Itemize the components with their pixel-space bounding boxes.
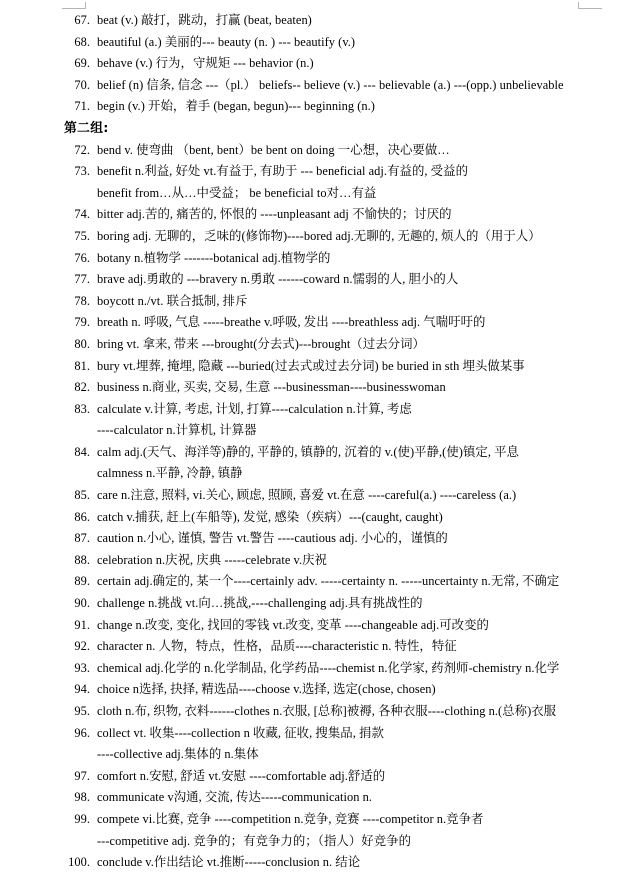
entry-text: ----collective adj.集体的 n.集体 <box>97 747 259 762</box>
entry-number: 76. <box>74 250 90 265</box>
entry-number: 85. <box>74 488 90 503</box>
vocabulary-entry <box>0 399 641 421</box>
vocabulary-entry <box>0 53 641 75</box>
entry-text: choice n选择, 抉择, 精选品----choose v.选择, 选定(chose, chosen) <box>97 682 436 697</box>
vocabulary-continuation-line <box>0 420 641 442</box>
entry-text: bitter adj.苦的, 痛苦的, 怀恨的 ----unpleasant adj 不愉快的；讨厌的 <box>97 207 452 222</box>
entry-number: 75. <box>74 228 90 243</box>
entry-text: boring adj. 无聊的，乏味的(修饰物)----bored adj.无聊的, 无趣的, 烦人的（用于人） <box>97 228 541 243</box>
vocabulary-entry <box>0 636 641 658</box>
vocabulary-entry <box>0 442 641 464</box>
entry-number: 83. <box>74 401 90 416</box>
vocabulary-entry <box>0 226 641 248</box>
vocabulary-entry <box>0 269 641 291</box>
entry-number: 77. <box>74 272 90 287</box>
entry-number: 86. <box>74 509 90 524</box>
entry-number: 84. <box>74 444 90 459</box>
entry-text: celebration n.庆祝, 庆典 -----celebrate v.庆祝 <box>97 552 327 567</box>
entry-text: beat (v.) 敲打，跳动，打赢 (beat, beaten) <box>97 13 312 27</box>
entry-number: 97. <box>74 768 90 783</box>
entry-text: beautiful (a.) 美丽的--- beauty (n. ) --- beautify (v.) <box>97 34 356 49</box>
vocabulary-continuation-line <box>0 831 641 853</box>
entry-text: calmness n.平静, 冷静, 镇静 <box>97 466 243 481</box>
vocabulary-entry <box>0 485 641 507</box>
entry-text: ----calculator n.计算机, 计算器 <box>97 423 257 438</box>
entry-text: bring vt. 拿来, 带来 ---brought(分去式)---brought（过去分词） <box>97 336 425 351</box>
entry-number: 71. <box>74 99 90 114</box>
entry-text: calm adj.(天气、海洋等)静的, 平静的, 镇静的, 沉着的 v.(使)平静,(使)镇定, 平息 <box>97 444 519 459</box>
entry-number: 81. <box>74 358 90 373</box>
entry-number: 80. <box>74 336 90 351</box>
entry-text: collect vt. 收集----collection n 收藏, 征收, 搜集品, 捐款 <box>97 725 384 740</box>
entry-number: 87. <box>74 531 90 546</box>
entry-text: care n.注意, 照料, vi.关心, 顾虑, 照顾, 喜爱 vt.在意 ----careful(a.) ----careless (a.) <box>97 488 517 503</box>
vocabulary-entry <box>0 787 641 809</box>
entry-text: cloth n.布, 织物, 衣料------clothes n.衣服, [总称]被褥, 各种衣服----clothing n.(总称)衣服 <box>97 704 557 718</box>
vocabulary-entry <box>0 204 641 226</box>
vocabulary-entry <box>0 679 641 701</box>
vocabulary-entry <box>0 377 641 399</box>
vocabulary-entry <box>0 701 641 723</box>
vocabulary-entry <box>0 32 641 54</box>
entry-number: 100. <box>68 855 90 870</box>
entry-text: communicate v沟通, 交流, 传达-----communication n. <box>97 790 373 805</box>
entry-text: conclude v.作出结论 vt.推断-----conclusion n. 结论 <box>97 855 361 870</box>
vocabulary-entry <box>0 291 641 313</box>
entry-text: caution n.小心, 谨慎, 警告 vt.警告 ----cautious adj. 小心的，谨慎的 <box>97 531 448 546</box>
vocabulary-continuation-line <box>0 463 641 485</box>
entry-text: breath n. 呼吸, 气息 -----breathe v.呼吸, 发出 ----breathless adj. 气喘吁吁的 <box>97 315 486 330</box>
entry-number: 98. <box>74 790 90 805</box>
vocabulary-entry <box>0 528 641 550</box>
entry-text: bend v. 使弯曲 （bent, bent）be bent on doing 一心想，决心要做… <box>97 142 450 157</box>
entry-number: 78. <box>74 293 90 308</box>
vocabulary-list <box>0 10 641 874</box>
entry-text: change n.改变, 变化, 找回的零钱 vt.改变, 变革 ----changeable adj.可改变的 <box>97 617 489 632</box>
entry-text: challenge n.挑战 vt.向…挑战,----challenging adj.具有挑战性的 <box>97 596 423 611</box>
entry-text: business n.商业, 买卖, 交易, 生意 ---businessman----businesswoman <box>97 380 446 395</box>
entry-text: brave adj.勇敢的 ---bravery n.勇敢 ------coward n.懦弱的人, 胆小的人 <box>97 272 459 287</box>
entry-number: 91. <box>74 617 90 632</box>
vocabulary-entry <box>0 248 641 270</box>
entry-number: 96. <box>74 725 90 740</box>
entry-text: chemical adj.化学的 n.化学制品, 化学药品----chemist n.化学家, 药剂师-chemistry n.化学 <box>97 660 560 675</box>
entry-number: 67. <box>74 13 90 27</box>
vocabulary-entry <box>0 766 641 788</box>
vocabulary-entry <box>0 723 641 745</box>
entry-text: calculate v.计算, 考虑, 计划, 打算----calculation n.计算, 考虑 <box>97 401 412 416</box>
vocabulary-entry <box>0 75 641 97</box>
entry-text: certain adj.确定的, 某一个----certainly adv. -----certainty n. -----uncertainty n.无常, 不确定 <box>97 574 560 589</box>
vocabulary-entry <box>0 10 641 32</box>
entry-number: 88. <box>74 552 90 567</box>
vocabulary-entry <box>0 809 641 831</box>
entry-text: botany n.植物学 -------botanical adj.植物学的 <box>97 250 331 265</box>
vocabulary-continuation-line <box>0 183 641 205</box>
entry-text: benefit n.利益, 好处 vt.有益于, 有助于 --- beneficial adj.有益的, 受益的 <box>97 164 469 179</box>
vocabulary-entry <box>0 356 641 378</box>
entry-number: 95. <box>74 704 90 718</box>
vocabulary-entry <box>0 593 641 615</box>
entry-number: 99. <box>74 811 90 826</box>
entry-text: behave (v.) 行为，守规矩 --- behavior (n.) <box>97 56 314 71</box>
entry-number: 68. <box>74 34 90 49</box>
entry-number: 90. <box>74 596 90 611</box>
entry-number: 69. <box>74 56 90 71</box>
group-heading: 第二组: <box>64 120 109 136</box>
entry-number: 79. <box>74 315 90 330</box>
entry-number: 92. <box>74 639 90 654</box>
entry-text: boycott n./vt. 联合抵制, 排斥 <box>97 293 248 308</box>
entry-text: ---competitive adj. 竞争的；有竞争力的；（指人）好竞争的 <box>97 833 412 848</box>
vocabulary-entry <box>0 334 641 356</box>
entry-text: comfort n.安慰, 舒适 vt.安慰 ----comfortable adj.舒适的 <box>97 768 386 783</box>
entry-text: benefit from…从…中受益； be beneficial to对…有益 <box>97 185 377 200</box>
page-corner-mark-top-right <box>578 2 602 9</box>
entry-number: 74. <box>74 207 90 222</box>
entry-number: 93. <box>74 660 90 675</box>
vocabulary-entry <box>0 312 641 334</box>
page-corner-mark-top-left <box>62 2 86 9</box>
vocabulary-entry <box>0 140 641 162</box>
vocabulary-entry <box>0 571 641 593</box>
vocabulary-entry <box>0 658 641 680</box>
entry-number: 70. <box>74 77 90 92</box>
vocabulary-entry <box>0 161 641 183</box>
entry-number: 89. <box>74 574 90 589</box>
entry-number: 73. <box>74 164 90 179</box>
entry-text: bury vt.埋葬, 掩埋, 隐藏 ---buried(过去式或过去分词) be buried in sth 埋头做某事 <box>97 358 525 373</box>
vocabulary-continuation-line <box>0 744 641 766</box>
vocabulary-entry <box>0 507 641 529</box>
entry-number: 82. <box>74 380 90 395</box>
vocabulary-entry <box>0 550 641 572</box>
vocabulary-entry <box>0 852 641 874</box>
entry-text: character n. 人物，特点，性格，品质----characteristic n. 特性，特征 <box>97 639 457 654</box>
entry-number: 72. <box>74 142 90 157</box>
entry-text: catch v.捕获, 赶上(车船等), 发觉, 感染（疾病）---(caught, caught) <box>97 509 443 524</box>
vocabulary-entry <box>0 96 641 118</box>
entry-text: compete vi.比赛, 竞争 ----competition n.竞争, 竞赛 ----competitor n.竞争者 <box>97 811 484 826</box>
entry-text: begin (v.) 开始，着手 (began, begun)--- beginning (n.) <box>97 99 375 114</box>
vocabulary-entry <box>0 615 641 637</box>
entry-text: belief (n) 信条, 信念 ---（pl.） beliefs-- believe (v.) --- believable (a.) ---(opp.) unbelievable <box>97 77 564 92</box>
entry-number: 94. <box>74 682 90 697</box>
